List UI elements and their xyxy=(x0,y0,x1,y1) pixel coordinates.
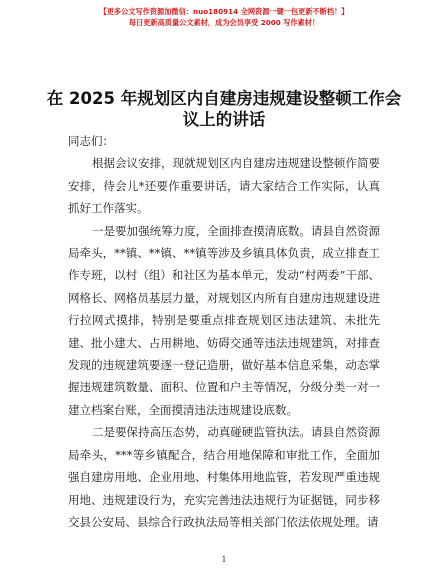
document-body xyxy=(68,130,380,533)
document-title-line-1: 在 2025 年规划区内自建房违规建设整顿工作会 xyxy=(46,89,402,108)
promo-banner-line-1: 【更多公文写作资源加微信：nuo180914 全网资源一键一包更新不断档！】 xyxy=(99,7,349,16)
document-title xyxy=(0,88,448,130)
paragraph-point-one: 一是要加强统筹力度，全面排查摸清底数。请县自然资源局牵头，**镇、**镇、**镇等涉及乡镇具体负责，成立排查工作专班，以村（组）和社区为基本单元，发动“村两委”干部、网格长、网格员基层力量，对规划区内所有自建房违规建设进行拉网式摸排，特别是要重点排查规划区违法建筑、未批先建、批小建大、占用耕地、妨碍交通等违法违规建筑，对排查发现的违规建筑要逐一登记造册，做好基本信息采集，动态掌握违规建筑数量、面积、位置和户主等情况，分级分类一对一建立档案台账，全面摸清违法违规建设底数。 xyxy=(68,223,380,417)
paragraph-point-two: 二是要保持高压态势，动真碰硬监管执法。请县自然资源局牵头，***等乡镇配合，结合用地保障和审批工作，全面加强自建房用地、企业用地、村集体用地监管，若发现严重违规用地、违规建设行为，充实完善违法违规行为证据链，同步移交县公安局、县综合行政执法局等相关部门依法依规处理。请 xyxy=(68,425,380,529)
document-title-line-2: 议上的讲话 xyxy=(182,110,266,129)
promo-banner xyxy=(0,6,448,28)
page-number: 1 xyxy=(221,555,227,564)
promo-banner-line-2: 每日更新高质量公文素材，成为会员享受 2000 写作素材！ xyxy=(128,18,320,27)
paragraph-intro: 根据会议安排，现就规划区内自建房违规建设整顿作简要安排，待会儿*还要作重要讲话，请大家结合工作实际，认真抓好工作落实。 xyxy=(68,156,380,216)
salutation: 同志们： xyxy=(68,134,114,148)
